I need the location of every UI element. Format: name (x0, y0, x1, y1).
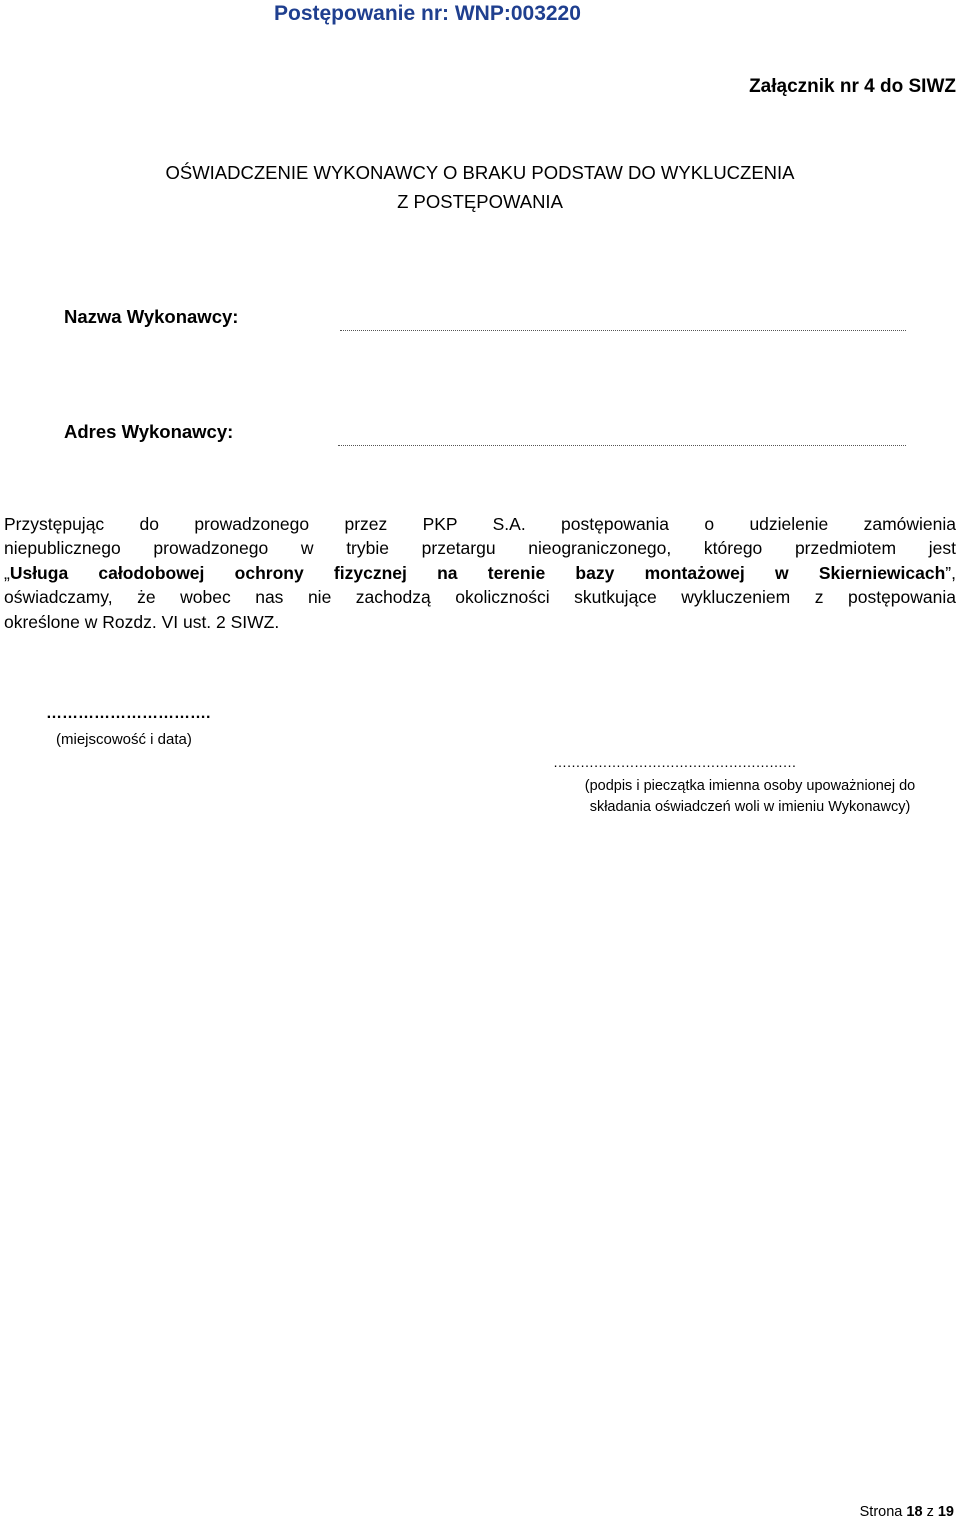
contractor-address-field[interactable] (338, 445, 906, 446)
contractor-name-label: Nazwa Wykonawcy: (64, 306, 239, 327)
declaration-line (4, 561, 956, 585)
case-number-heading: Postępowanie nr: WNP:003220 (274, 2, 581, 25)
page-footer (860, 1503, 954, 1521)
contract-subject: Usługa całodobowej ochrony fizycznej na terenie bazy montażowej w Skierniewicach (9, 562, 946, 583)
page-separator: z (926, 1504, 934, 1520)
document-title-line-1: OŚWIADCZENIE WYKONAWCY O BRAKU PODSTAW DO WYKLUCZENIA (165, 162, 795, 183)
page-label: Strona (859, 1504, 903, 1520)
declaration-line: niepublicznego prowadzonego w trybie przetargu nieograniczonego, którego przedmiotem jest (4, 538, 956, 559)
signature-field[interactable]: ……………………………………………… (553, 754, 796, 770)
declaration-paragraph (4, 512, 956, 634)
declaration-line: określone w Rozdz. VI ust. 2 SIWZ. (4, 611, 280, 632)
signature-caption-line-2: składania oświadczeń woli w imieniu Wykonawcy) (589, 799, 911, 815)
declaration-line: oświadczamy, że wobec nas nie zachodzą okoliczności skutkujące wykluczeniem z postępowania (4, 587, 956, 608)
open-quote: „ (4, 562, 10, 583)
document-title-line-2: Z POSTĘPOWANIA (397, 191, 563, 212)
current-page-number: 18 (906, 1504, 923, 1520)
contractor-address-label: Adres Wykonawcy: (64, 421, 234, 442)
close-quote: ”, (945, 562, 956, 583)
attachment-label: Załącznik nr 4 do SIWZ (749, 76, 956, 97)
contractor-name-field[interactable] (340, 330, 906, 331)
place-date-caption: (miejscowość i data) (56, 731, 192, 748)
total-pages-number: 19 (937, 1504, 954, 1520)
signature-caption (550, 776, 950, 818)
declaration-line: Przystępując do prowadzonego przez PKP S.A. postępowania o udzielenie zamówienia (4, 514, 956, 534)
signature-caption-line-1: (podpis i pieczątka imienna osoby upoważnionej do (584, 778, 916, 794)
place-date-field[interactable]: …………………………. (46, 705, 211, 722)
